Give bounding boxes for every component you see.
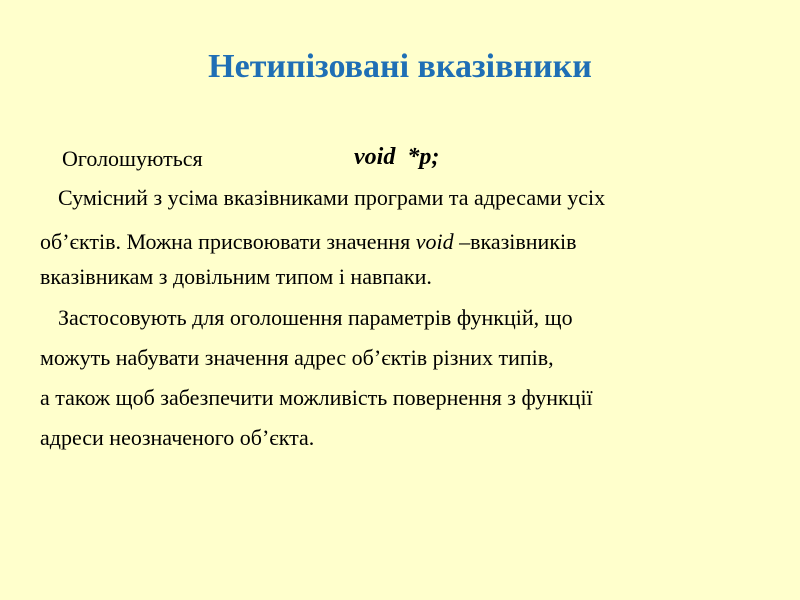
slide-title: Нетипізовані вказівники — [208, 48, 592, 85]
paragraph-1-line-2-text-b: –вказівників — [453, 229, 577, 254]
paragraph-2-line-3: а також щоб забезпечити можливість повернення з функції — [40, 385, 593, 410]
paragraph-1-line-3: вказівникам з довільним типом і навпаки. — [40, 264, 432, 289]
declare-code: void *p; — [354, 144, 440, 170]
void-keyword: void — [415, 229, 454, 254]
declare-label: Оголошуються — [62, 146, 203, 171]
paragraph-1-line-2-text-a: об’єктів. Можна присвоювати значення — [40, 229, 416, 254]
paragraph-2-line-4: адреси неозначеного об’єкта. — [40, 425, 315, 450]
paragraph-1-line-1: Сумісний з усіма вказівниками програми та адресами усіх — [58, 185, 606, 210]
paragraph-2-line-2: можуть набувати значення адрес об’єктів різних типів, — [40, 345, 554, 370]
paragraph-2-line-1: Застосовують для оголошення параметрів функцій, що — [58, 305, 573, 330]
paragraph-1-line-2 — [40, 229, 577, 255]
